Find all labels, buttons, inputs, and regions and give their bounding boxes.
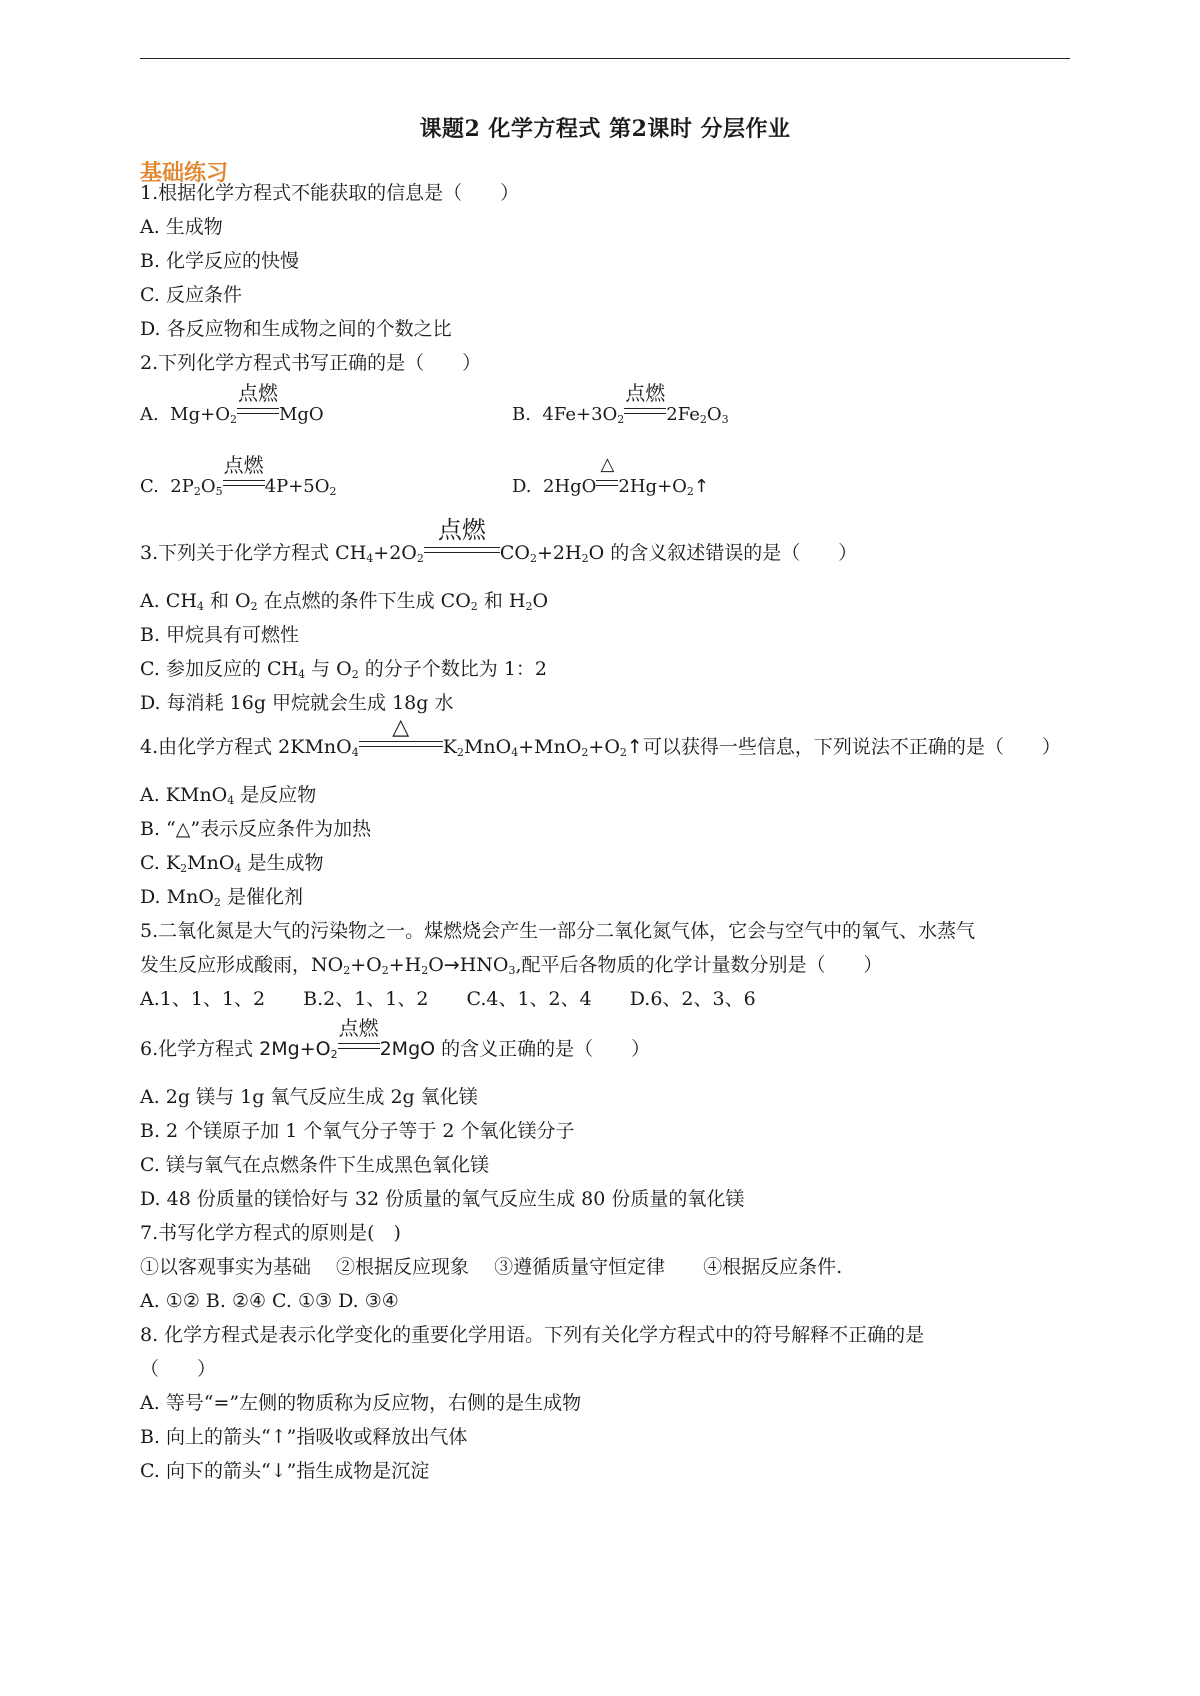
q2-option-c: C. $2P_2O_5$ 点燃 $4P+5O_2$ [140, 453, 337, 498]
q1-option-d: D. 各反应物和生成物之间的个数之比 [140, 318, 452, 340]
q3-option-d: D. 每消耗 16g 甲烷就会生成 18g 水 [140, 692, 454, 714]
document-page [140, 0, 1070, 1696]
q4-option-d: D. MnO$_2$ 是催化剂 [140, 886, 303, 909]
q5-line1: 5.二氧化氮是大气的污染物之一。煤燃烧会产生一部分二氧化氮气体，它会与空气中的氧气、水蒸气 [140, 920, 976, 942]
q3-option-a: A. $CH_4$ 和 $O_2$ 在点燃的条件下生成 $CO_2$ 和 $H_2O$ [140, 590, 549, 613]
q8-stem: 8. 化学方程式是表示化学变化的重要化学用语。下列有关化学方程式中的符号解释不正确的是 [140, 1324, 925, 1346]
q4-stem: 4.由化学方程式 2KMnO$_4$ △ $K_2MnO_4+MnO_2+O_2↑$可以获得一些信息，下列说法不正确的是（ ） [140, 715, 1061, 759]
q3-option-b: B. 甲烷具有可燃性 [140, 624, 300, 646]
q4-option-a: A. KMnO$_4$ 是反应物 [140, 784, 317, 807]
equation-condition: 点燃 [237, 408, 279, 420]
equation-condition: 点燃 [338, 1043, 380, 1055]
q7-options: A. ①② B. ②④ C. ①③ D. ③④ [140, 1290, 399, 1312]
q4-option-c: C. $K_2MnO_4$ 是生成物 [140, 852, 324, 875]
q1-option-a: A. 生成物 [140, 216, 223, 238]
q1-stem: 1.根据化学方程式不能获取的信息是（ ） [140, 182, 520, 204]
q6-option-a: A. 2g 镁与 1g 氧气反应生成 2g 氧化镁 [140, 1086, 478, 1108]
q2-option-a: A. $Mg+O_2$ 点燃 MgO [140, 381, 324, 426]
q5-options: A.1、1、1、2 B.2、1、1、2 C.4、1、2、4 D.6、2、3、6 [140, 988, 756, 1010]
equation-condition: △ [596, 480, 618, 492]
equation-condition: 点燃 [424, 547, 500, 559]
q7-stem: 7.书写化学方程式的原则是( ) [140, 1222, 401, 1244]
q2-stem: 2.下列化学方程式书写正确的是（ ） [140, 352, 482, 374]
q8-option-a: A. 等号“=”左侧的物质称为反应物，右侧的是生成物 [140, 1392, 582, 1414]
q2-option-b: B. $4Fe+3O_2$ 点燃 $2Fe_2O_3$ [512, 381, 729, 426]
q6-option-b: B. 2 个镁原子加 1 个氧气分子等于 2 个氧化镁分子 [140, 1120, 575, 1142]
header-rule [140, 58, 1070, 59]
section-heading: 基础练习 [140, 161, 229, 186]
q8-stem-bracket: （ ） [140, 1358, 217, 1380]
page-title: 课题2 化学方程式 第2课时 分层作业 [419, 116, 791, 142]
q8-option-c: C. 向下的箭头“↓”指生成物是沉淀 [140, 1460, 430, 1482]
q4-option-b: B. “△”表示反应条件为加热 [140, 818, 372, 840]
q6-option-c: C. 镁与氧气在点燃条件下生成黑色氧化镁 [140, 1154, 489, 1176]
q3-option-c: C. 参加反应的 $CH_4$ 与 $O_2$ 的分子个数比为 1：2 [140, 658, 548, 681]
q5-line2: 发生反应形成酸雨，$NO_2+O_2+H_2O\to HNO_3$,配平后各物质的化学计量数分别是（ ） [140, 954, 883, 977]
q1-option-c: C. 反应条件 [140, 284, 242, 306]
q8-option-b: B. 向上的箭头“↑”指吸收或释放出气体 [140, 1426, 468, 1448]
q1-option-b: B. 化学反应的快慢 [140, 250, 300, 272]
q6-option-d: D. 48 份质量的镁恰好与 32 份质量的氧气反应生成 80 份质量的氧化镁 [140, 1188, 745, 1210]
q2-option-d: D. 2HgO △ $2Hg+O_2↑$ [512, 454, 709, 498]
equation-condition: △ [359, 741, 443, 753]
equation-condition: 点燃 [223, 480, 265, 492]
q6-stem: 6.化学方程式 $2Mg+O_2$ 点燃 2MgO 的含义正确的是（ ） [140, 1016, 651, 1061]
equation-condition: 点燃 [624, 408, 666, 420]
q3-stem: 3.下列关于化学方程式 $CH_4+2O_2$ 点燃 $CO_2+2H_2O$ 的含义叙述错误的是（ ） [140, 516, 858, 565]
q7-items: ①以客观事实为基础 ②根据反应现象 ③遵循质量守恒定律 ④根据反应条件. [140, 1256, 843, 1278]
